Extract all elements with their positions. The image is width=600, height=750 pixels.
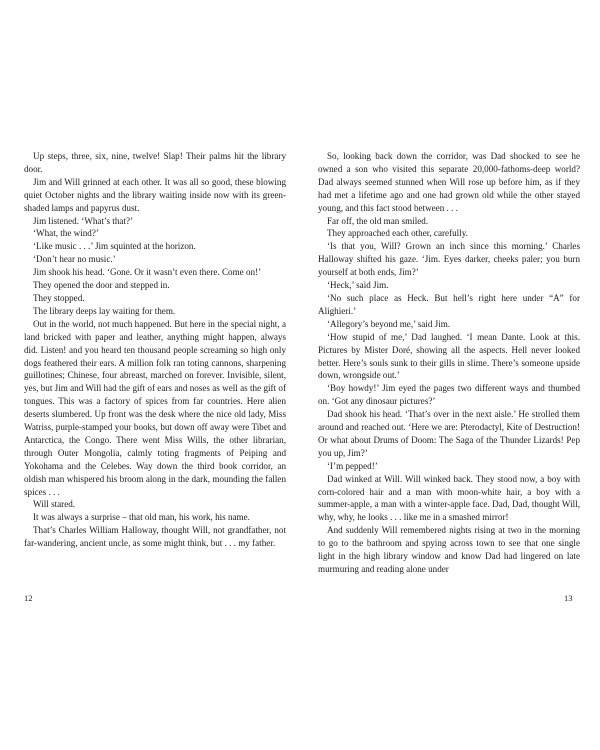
paragraph: ‘Is that you, Will? Grown an inch since this morning.’ Charles Halloway shifted his gaze. ‘Jim. Eyes darker, cheeks paler; you burn yourself at both ends, Jim?’ bbox=[318, 241, 580, 278]
paragraph: They approached each other, carefully. bbox=[327, 228, 468, 239]
paragraph: Jim shook his head. ‘Gone. Or it wasn’t even there. Come on!’ bbox=[33, 267, 262, 278]
paragraph: And suddenly Will remembered nights rising at two in the morning to go to the bathroom and spying across town to see that one single light in the high library window and know Dad had lingered on late murmuring and reading alone under bbox=[318, 525, 580, 574]
paragraph: Dad winked at Will. Will winked back. They stood now, a boy with corn-colored hair and a man with moon-white hair, a boy with a summer-apple, a man with a winter-apple face. Dad, Dad, thought Will, why, why, he looks . . . like me in a smashed mirror! bbox=[318, 473, 580, 523]
paragraph: So, looking back down the corridor, was Dad shocked to see he owned a son who visited this separate 20,000-fathoms-deep world? Dad always seemed stunned when Will rose up before him, as if they had met a lifetime ago and one had grown old while the other stayed young, and this fact stood between . . . bbox=[318, 151, 580, 213]
paragraph: Out in the world, not much happened. But here in the special night, a land bricked with paper and leather, anything might happen, always did. Listen! and you heard ten thousand people screaming so high only dogs feathered their ears. A million folk ran toting cannons, sharpening guillotines; Chinese, four abreast, marched on forever. Invisible, silent, yes, but Jim and Will had the gift of ears and noses as well as the gift of tongues. This was a factory of spices from far countries. Here alien deserts slumbered. Up front was the desk where the nice old lady, Miss Watriss, purple-stamped your books, but down off away were Tibet and Antarctica, the Congo. There went Miss Wills, the other librarian, through Outer Mongolia, calmly toting fragments of Peiping and Yokohama and the Celebes. Way down the third book corridor, an oldish man whispered his broom along in the dark, mounding the fallen spices . . . bbox=[24, 318, 286, 497]
paragraph: Far off, the old man smiled. bbox=[327, 215, 429, 226]
paragraph: They stopped. bbox=[33, 292, 85, 303]
paragraph: Jim listened. ‘What’s that?’ bbox=[33, 215, 134, 226]
paragraph: It was always a surprise – that old man, his work, his name. bbox=[33, 512, 250, 523]
paragraph: ‘Like music . . .’ Jim squinted at the horizon. bbox=[33, 241, 196, 252]
paragraph: The library deeps lay waiting for them. bbox=[33, 305, 176, 316]
paragraph: ‘I’m pepped!’ bbox=[327, 460, 378, 471]
page-number-right: 13 bbox=[564, 593, 573, 603]
right-page-text bbox=[318, 150, 580, 576]
paragraph: That’s Charles William Halloway, thought Will, not grandfather, not far-wandering, ancient uncle, as some might think, but . . . my father. bbox=[24, 525, 286, 549]
paragraph: Jim and Will grinned at each other. It was all so good, these blowing quiet October nights and the library waiting inside now with its green-shaded lamps and papyrus dust. bbox=[24, 176, 286, 213]
paragraph: Dad shook his head. ‘That’s over in the next aisle.’ He strolled them around and reached out. ‘Here we are: Pterodactyl, Kite of Destruction! Or what about Drums of Doom: The Saga of the Thunder Lizards! Pep you up, Jim?’ bbox=[318, 409, 580, 458]
paragraph: ‘Allegory’s beyond me,’ said Jim. bbox=[327, 318, 451, 329]
paragraph: ‘Boy howdy!’ Jim eyed the pages two different ways and thumbed on. ‘Got any dinosaur pictures?’ bbox=[318, 383, 580, 407]
page-number-left: 12 bbox=[24, 593, 33, 603]
paragraph: They opened the door and stepped in. bbox=[33, 280, 170, 291]
paragraph: Up steps, three, six, nine, twelve! Slap! Their palms hit the library door. bbox=[24, 151, 286, 174]
paragraph: Will stared. bbox=[33, 499, 76, 510]
paragraph: ‘Heck,’ said Jim. bbox=[327, 280, 389, 291]
paragraph: ‘No such place as Heck. But hell’s right here under “A” for Alighieri.’ bbox=[318, 292, 580, 316]
paragraph: ‘How stupid of me,’ Dad laughed. ‘I mean Dante. Look at this. Pictures by Mister Doré, showing all the aspects. Hell never looked better. Here’s souls sunk to their gills in slime. There’s someone upside down, wrongside out.’ bbox=[318, 331, 580, 381]
paragraph: ‘Don’t hear no music.’ bbox=[33, 254, 116, 265]
left-page-text bbox=[24, 150, 286, 550]
paragraph: ‘What, the wind?’ bbox=[33, 228, 99, 239]
